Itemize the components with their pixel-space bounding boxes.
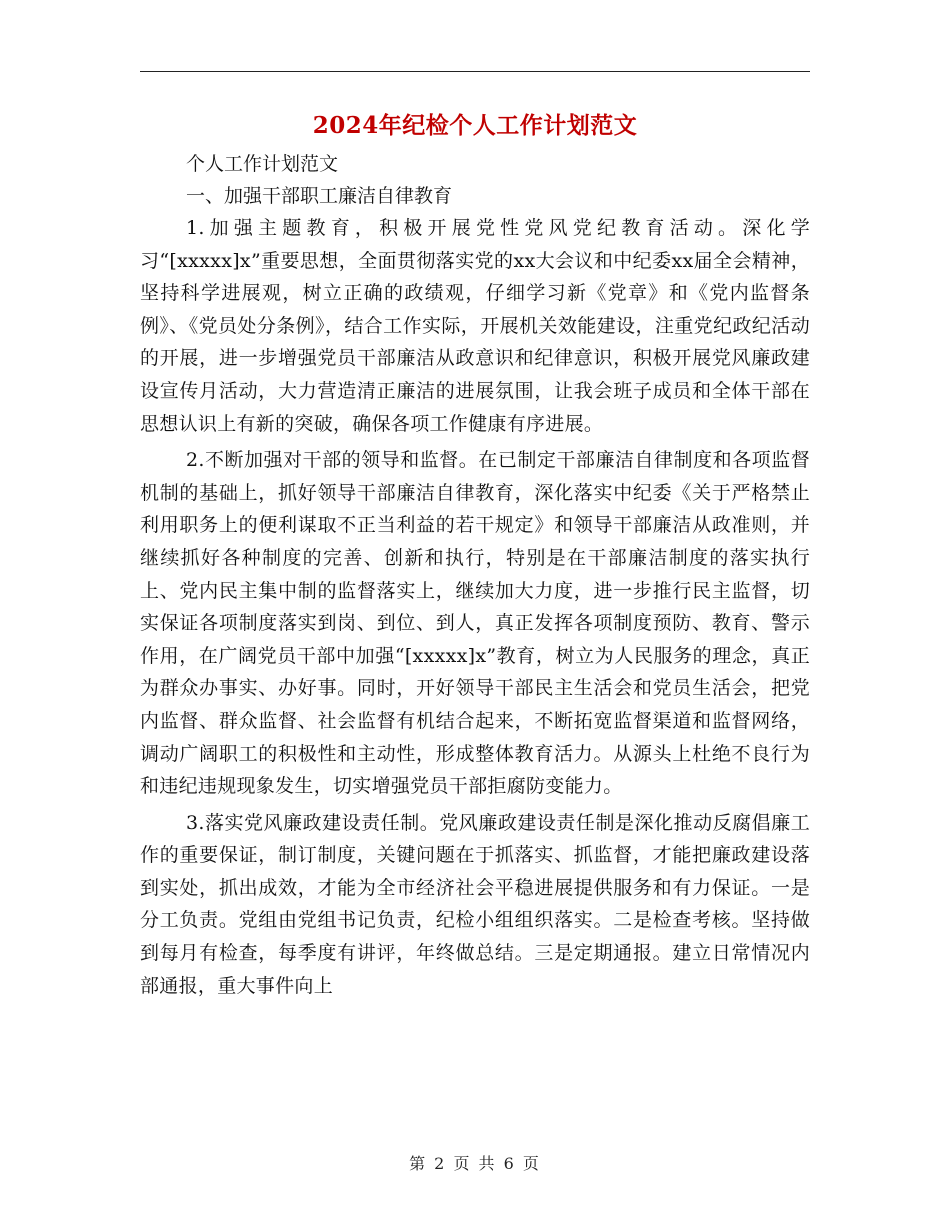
paragraph-1: 1.加强主题教育，积极开展党性党风党纪教育活动。深化学习“[xxxxx]x”重要思想，全面贯彻落实党的xx大会议和中纪委xx届全会精神，坚持科学进展观，树立正确的政绩观，仔细学习新《党章》和《党内监督条例》、《党员处分条例》，结合工作实际，开展机关效能建设，注重党纪政纪活动的开展，进一步增强党员干部廉洁从政意识和纪律意识，积极开展党风廉政建设宣传月活动，大力营造清正廉洁的进展氛围，让我会班子成员和全体干部在思想认识上有新的突破，确保各项工作健康有序进展。 [140,217,810,435]
paragraph-2: 2.不断加强对干部的领导和监督。在已制定干部廉洁自律制度和各项监督机制的基础上，抓好领导干部廉洁自律教育，深化落实中纪委《关于严格禁止利用职务上的便利谋取不正当利益的若干规定》和领导干部廉洁从政准则，并继续抓好各种制度的完善、创新和执行，特别是在干部廉洁制度的落实执行上、党内民主集中制的监督落实上，继续加大力度，进一步推行民主监督，切实保证各项制度落实到岗、到位、到人，真正发挥各项制度预防、教育、警示作用，在广阔党员干部中加强“[xxxxx]x”教育，树立为人民服务的理念，真正为群众办事实、办好事。同时，开好领导干部民主生活会和党员生活会，把党内监督、群众监督、社会监督有机结合起来，不断拓宽监督渠道和监督网络，调动广阔职工的积极性和主动性，形成整体教育活力。从源头上杜绝不良行为和违纪违规现象发生，切实增强党员干部拒腐防变能力。 [140,449,810,798]
section-heading: 一、加强干部职工廉洁自律教育 [186,185,453,207]
header-rule [140,71,810,72]
page-number: 第 2 页 共 6 页 [409,1154,541,1173]
paragraph-3: 3.落实党风廉政建设责任制。党风廉政建设责任制是深化推动反腐倡廉工作的重要保证，制订制度，关键问题在于抓落实、抓监督，才能把廉政建设落到实处，抓出成效，才能为全市经济社会平稳进展提供服务和有力保证。一是分工负责。党组由党组书记负责，纪检小组组织落实。二是检查考核。坚持做到每月有检查，每季度有讲评，年终做总结。三是定期通报。建立日常情况内部通报，重大事件向上 [140,811,810,997]
document-subtitle: 个人工作计划范文 [186,153,339,175]
document-body [140,148,810,1006]
document-title: 2024年纪检个人工作计划范文 [312,112,638,139]
